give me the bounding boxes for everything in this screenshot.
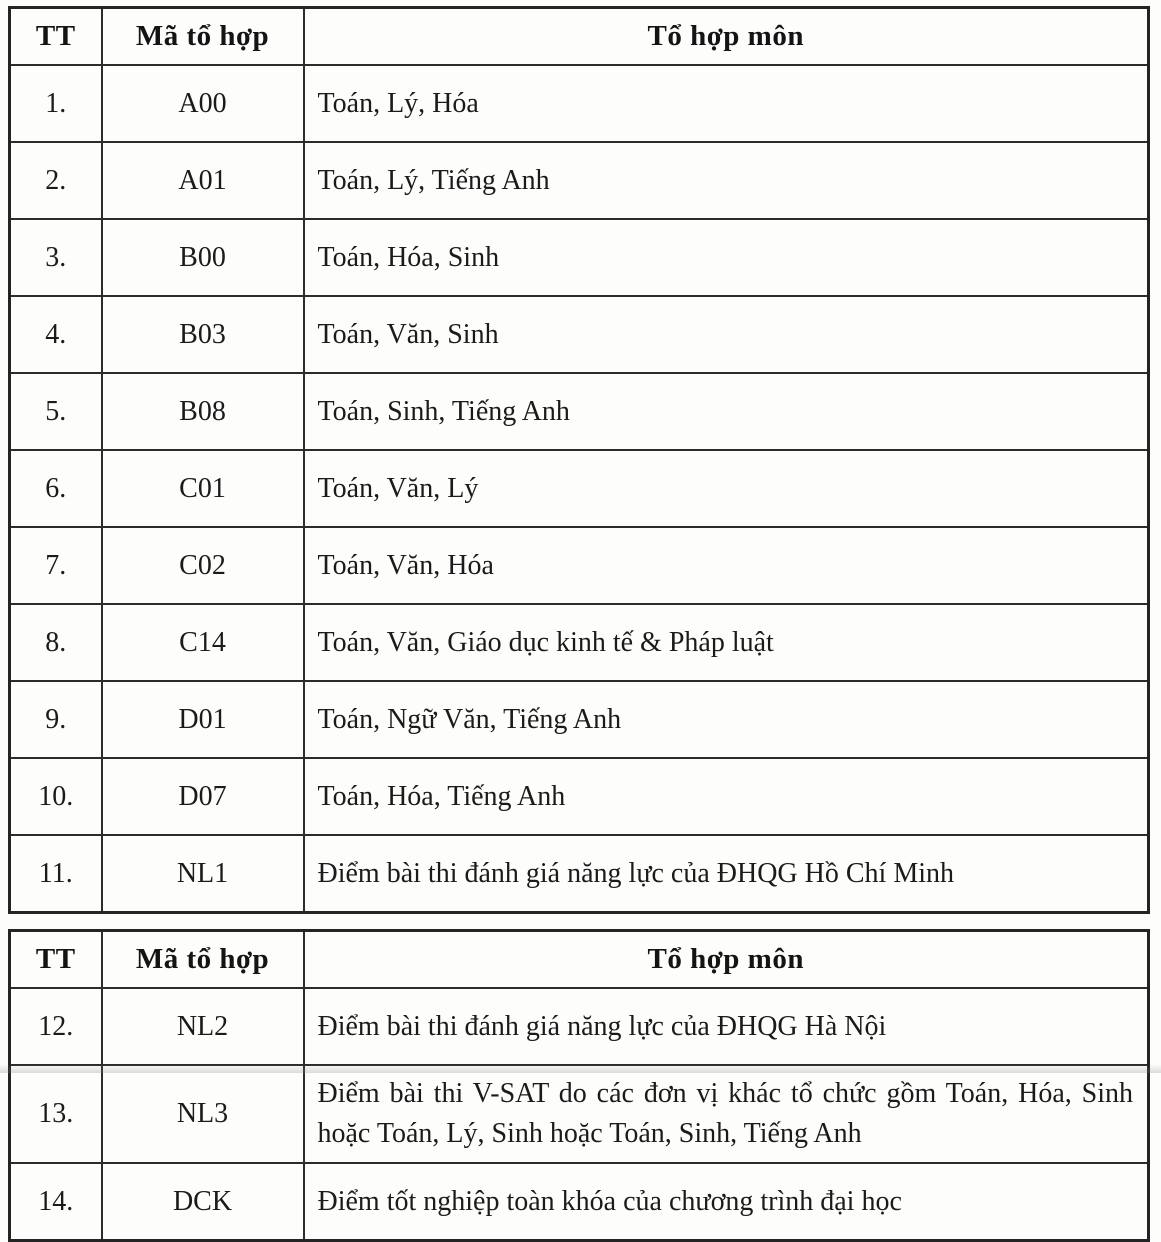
table-row — [10, 450, 1149, 527]
row-number-cell: 3. — [10, 219, 102, 296]
table-row — [10, 835, 1149, 913]
subjects-cell: Toán, Văn, Lý — [304, 450, 1149, 527]
combination-code-cell: NL1 — [102, 835, 304, 913]
combination-code-cell: D07 — [102, 758, 304, 835]
table-row — [10, 65, 1149, 142]
subjects-cell: Toán, Lý, Hóa — [304, 65, 1149, 142]
row-number-cell: 4. — [10, 296, 102, 373]
table-row — [10, 1065, 1149, 1163]
scanned-document-page — [0, 6, 1161, 1217]
table-row — [10, 296, 1149, 373]
table-row — [10, 758, 1149, 835]
row-number-cell: 2. — [10, 142, 102, 219]
table-row — [10, 219, 1149, 296]
column-header-tt: TT — [10, 8, 102, 66]
subjects-cell: Toán, Lý, Tiếng Anh — [304, 142, 1149, 219]
row-number-cell: 1. — [10, 65, 102, 142]
row-number-cell: 7. — [10, 527, 102, 604]
row-number-cell: 13. — [10, 1065, 102, 1163]
combination-code-cell: A00 — [102, 65, 304, 142]
column-header-subjects: Tổ hợp môn — [304, 8, 1149, 66]
combination-code-cell: C02 — [102, 527, 304, 604]
subject-combination-table-continued — [8, 929, 1150, 1242]
row-number-cell: 11. — [10, 835, 102, 913]
combination-code-cell: B00 — [102, 219, 304, 296]
combination-code-cell: B08 — [102, 373, 304, 450]
table-row — [10, 373, 1149, 450]
column-header-code: Mã tổ hợp — [102, 8, 304, 66]
combination-code-cell: C14 — [102, 604, 304, 681]
combination-code-cell: B03 — [102, 296, 304, 373]
table-header-row — [10, 8, 1149, 66]
table-row — [10, 681, 1149, 758]
combination-code-cell: D01 — [102, 681, 304, 758]
table-row — [10, 931, 1149, 989]
subjects-cell: Toán, Sinh, Tiếng Anh — [304, 373, 1149, 450]
table-header-row — [10, 931, 1149, 989]
combination-code-cell: A01 — [102, 142, 304, 219]
combination-code-cell: NL2 — [102, 988, 304, 1065]
row-number-cell: 5. — [10, 373, 102, 450]
subjects-cell: Toán, Văn, Hóa — [304, 527, 1149, 604]
table-row — [10, 142, 1149, 219]
subjects-cell: Điểm bài thi V-SAT do các đơn vị khác tổ chức gồm Toán, Hóa, Sinh hoặc Toán, Lý, Sinh hoặc Toán, Sinh, Tiếng Anh — [304, 1065, 1149, 1163]
column-header-subjects: Tổ hợp môn — [304, 931, 1149, 989]
table-row — [10, 988, 1149, 1065]
row-number-cell: 6. — [10, 450, 102, 527]
combination-code-cell: NL3 — [102, 1065, 304, 1163]
subjects-cell: Điểm tốt nghiệp toàn khóa của chương trình đại học — [304, 1163, 1149, 1241]
combination-code-cell: C01 — [102, 450, 304, 527]
table-row — [10, 1163, 1149, 1241]
column-header-tt: TT — [10, 931, 102, 989]
column-header-code: Mã tổ hợp — [102, 931, 304, 989]
table-row — [10, 8, 1149, 66]
subject-combination-table-primary — [8, 6, 1150, 914]
table-row — [10, 527, 1149, 604]
row-number-cell: 14. — [10, 1163, 102, 1241]
combination-code-cell: DCK — [102, 1163, 304, 1241]
subjects-cell: Điểm bài thi đánh giá năng lực của ĐHQG Hồ Chí Minh — [304, 835, 1149, 913]
row-number-cell: 9. — [10, 681, 102, 758]
subjects-cell: Toán, Hóa, Sinh — [304, 219, 1149, 296]
subjects-cell: Toán, Văn, Giáo dục kinh tế & Pháp luật — [304, 604, 1149, 681]
row-number-cell: 10. — [10, 758, 102, 835]
table-row — [10, 604, 1149, 681]
subjects-cell: Điểm bài thi đánh giá năng lực của ĐHQG Hà Nội — [304, 988, 1149, 1065]
row-number-cell: 8. — [10, 604, 102, 681]
subjects-cell: Toán, Văn, Sinh — [304, 296, 1149, 373]
row-number-cell: 12. — [10, 988, 102, 1065]
subjects-cell: Toán, Hóa, Tiếng Anh — [304, 758, 1149, 835]
subjects-cell: Toán, Ngữ Văn, Tiếng Anh — [304, 681, 1149, 758]
